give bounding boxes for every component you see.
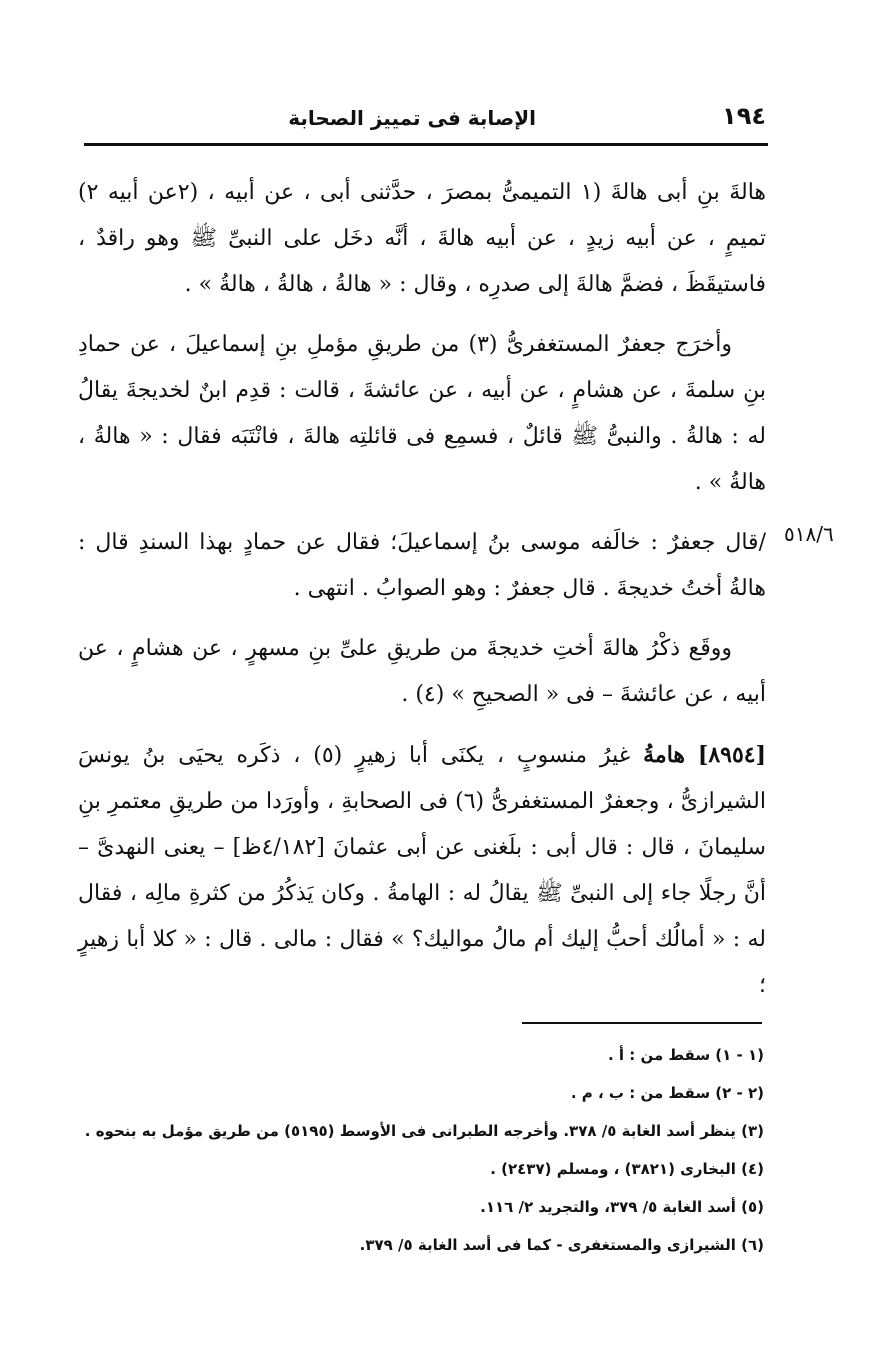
entry-name: هامةُ bbox=[643, 742, 686, 768]
footnote-4: (٤) البخارى (٣٨٢١) ، ومسلم (٢٤٣٧) . bbox=[490, 1160, 764, 1178]
entry-number: [٨٩٥٤] bbox=[697, 742, 767, 768]
header-rule bbox=[84, 143, 768, 146]
paragraph-1: هالةَ بنِ أبى هالةَ (١ التميمىُّ بمصرَ ، حدَّثنى أبى ، عن أبيه ، (٢عن أبيه ٢) تميمٍ ، عن أبيه زيدٍ ، عن أبيه هالةَ ، أنَّه دخَل على النبىِّ ﷺ وهو راقدٌ ، فاستيقَظَ ، فضمَّ هالةَ إلى صدرِه ، وقال : « هالةُ ، هالةُ ، هالةُ » . bbox=[78, 180, 767, 297]
page-header bbox=[84, 102, 766, 142]
paragraph-2: وأخرَج جعفرٌ المستغفرىُّ (٣) من طريقِ مؤملِ بنِ إسماعيلَ ، عن حمادِ بنِ سلمةَ ، عن هشامٍ ، عن أبيه ، عن عائشةَ ، قالت : قدِم ابنٌ لخديجةَ يقالُ له : هالةُ . والنبىُّ ﷺ قائلٌ ، فسمِع فى قائلتِه هالةَ ، فانْتَبَه فقال : « هالةُ ، هالةُ » . bbox=[78, 332, 766, 495]
paragraph-4: ووقَع ذكْرُ هالةَ أختِ خديجةَ من طريقِ علىِّ بنِ مسهرٍ ، عن هشامٍ ، عن أبيه ، عن عائشةَ – فى « الصحيحِ » (٤) . bbox=[78, 636, 766, 707]
footnote-3: (٣) ينظر أسد الغابة ٥/ ٣٧٨. وأخرجه الطبرانى فى الأوسط (٥١٩٥) من طريق مؤمل به بنحوه . bbox=[84, 1122, 764, 1140]
footnote-2: (٢ - ٢) سقط من : ب ، م . bbox=[570, 1084, 764, 1102]
main-text bbox=[78, 170, 766, 1023]
entry-text: غيرُ منسوبٍ ، يكنَى أبا زهيرٍ (٥) ، ذكَره يحيَى بنُ يونسَ الشيرازىُّ ، وجعفرٌ المستغفرىُّ (٦) فى الصحابةِ ، وأورَدا من طريقِ معتمرِ بنِ سليمانَ ، قال : قال أبى : بلَغنى عن أبى عثمانَ [٤/١٨٢ظ] – يعنى النهدىَّ – أنَّ رجلًا جاء إلى النبىِّ ﷺ يقالُ له : الهامةُ . وكان يَذكُرُ من كثرةِ مالِه ، فقال له : « أمالُك أحبُّ إليك أم مالُ مواليك؟ » فقال : مالى . قال : « كلا أبا زهيرٍ ؛ bbox=[78, 743, 766, 998]
entry-paragraph bbox=[78, 732, 766, 1009]
footnotes bbox=[80, 1036, 764, 1264]
margin-reference: ٥١٨/٦ bbox=[784, 522, 834, 546]
page-number: ١٩٤ bbox=[722, 102, 766, 130]
footnote-1: (١ - ١) سقط من : أ . bbox=[607, 1046, 764, 1064]
running-title: الإصابة فى تمييز الصحابة bbox=[288, 106, 536, 130]
footnote-5: (٥) أسد الغابة ٥/ ٣٧٩، والتجريد ٢/ ١١٦. bbox=[480, 1198, 764, 1216]
footnote-rule bbox=[522, 1022, 762, 1024]
paragraph-3: /قال جعفرٌ : خالَفه موسى بنُ إسماعيلَ؛ فقال عن حمادٍ بهذا السندِ قال : هالةُ أختُ خديجةَ . قال جعفرٌ : وهو الصوابُ . انتهى . bbox=[78, 530, 766, 601]
footnote-6: (٦) الشيرازى والمستغفرى - كما فى أسد الغابة ٥/ ٣٧٩. bbox=[359, 1236, 764, 1254]
